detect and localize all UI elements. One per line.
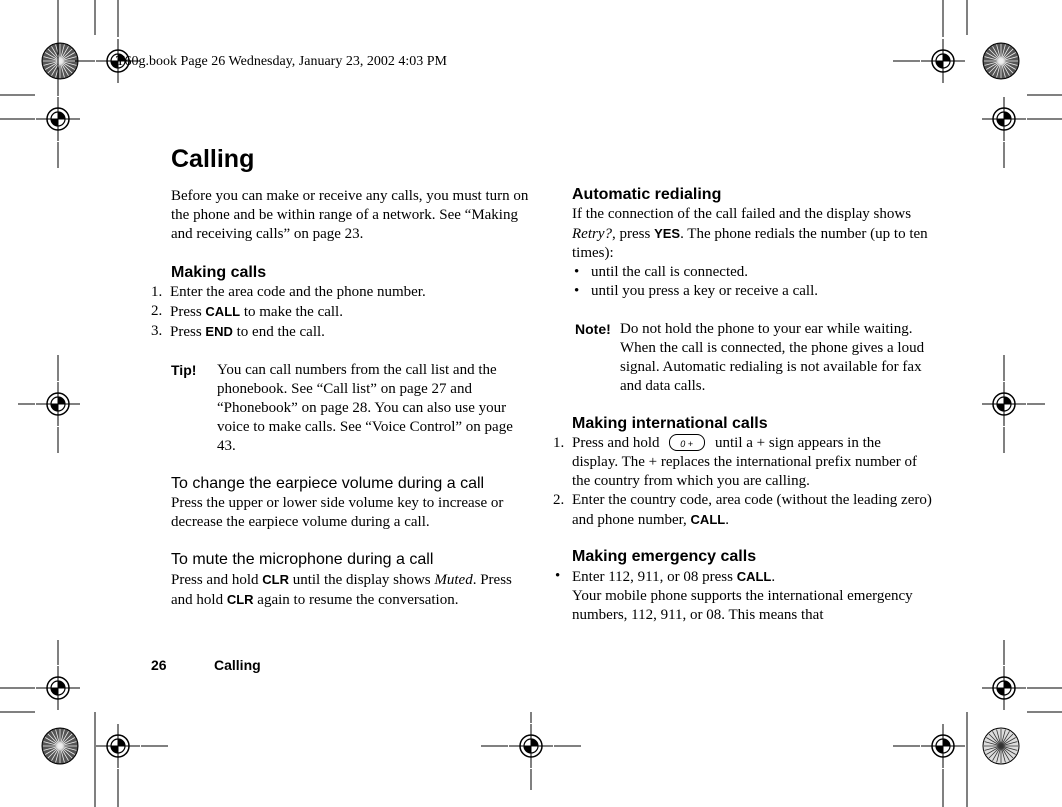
list-item: 2. Enter the country code, area code (without the leading zero) and phone number, CALL. <box>553 492 932 528</box>
mute-heading: To mute the microphone during a call <box>171 551 434 568</box>
list-item: 3. Press END to end the call. <box>151 323 325 340</box>
international-heading: Making international calls <box>572 415 768 432</box>
redial-bullets <box>572 263 938 301</box>
list-item: • Enter 112, 911, or 08 press CALL. Your mobile phone supports the international emergency numbers, 112, 911, or 08. This means that <box>555 568 913 623</box>
volume-heading: To change the earpiece volume during a call <box>171 475 485 492</box>
clr-key: CLR <box>226 592 254 607</box>
end-key: END <box>205 324 233 339</box>
page-number: 26 <box>151 657 167 673</box>
international-steps <box>553 434 933 530</box>
emergency-bullets <box>553 567 938 625</box>
right-column <box>553 185 938 625</box>
footer-section-title: Calling <box>214 657 261 673</box>
call-key: CALL <box>205 304 241 319</box>
left-column <box>151 187 536 610</box>
volume-text: Press the upper or lower side volume key to increase or decrease the earpiece volume during a call. <box>171 495 504 530</box>
zero-plus-key-icon: 0 + <box>669 434 705 451</box>
mute-text: Press and hold CLR until the display shows Muted. Press and hold CLR again to resume the conversation. <box>171 572 512 608</box>
note-callout <box>572 320 938 396</box>
clr-key: CLR <box>262 572 289 587</box>
list-item: 2. Press CALL to make the call. <box>151 303 343 320</box>
yes-key: YES <box>654 226 681 241</box>
note-label: Note! <box>575 321 611 337</box>
call-key: CALL <box>690 512 726 527</box>
intro-paragraph: Before you can make or receive any calls, you must turn on the phone and be within range of a network. See “Making and receiving calls” on page 23. <box>171 188 529 242</box>
redial-text: If the connection of the call failed and the display shows Retry?, press YES. The phone redials the number (up to ten times): <box>572 206 928 261</box>
page-title: Calling <box>171 145 255 173</box>
list-item: 1. Press and hold 0 + until a + sign appears in the display. The + replaces the international prefix number of the country from which you are calling. <box>553 435 918 489</box>
tip-callout <box>171 361 536 456</box>
note-text: Do not hold the phone to your ear while waiting. When the call is connected, the phone gives a loud signal. Automatic redialing is not available for fax and data calls. <box>620 321 925 394</box>
list-item: • until the call is connected. <box>574 264 749 280</box>
tip-text: You can call numbers from the call list and the phonebook. See “Call list” on page 27 and “Phonebook” on page 28. You can also use your voice to make calls. See “Voice Control” on page 43. <box>217 362 513 454</box>
tip-label: Tip! <box>171 362 197 378</box>
redial-heading: Automatic redialing <box>572 186 722 203</box>
book-header-info: T60g.book Page 26 Wednesday, January 23, 2002 4:03 PM <box>116 54 447 69</box>
making-calls-heading: Making calls <box>171 264 267 281</box>
list-item: 1. Enter the area code and the phone number. <box>151 284 426 300</box>
emergency-heading: Making emergency calls <box>572 548 757 565</box>
call-key: CALL <box>736 569 772 584</box>
list-item: • until you press a key or receive a call. <box>574 283 818 299</box>
making-calls-steps <box>151 283 536 342</box>
